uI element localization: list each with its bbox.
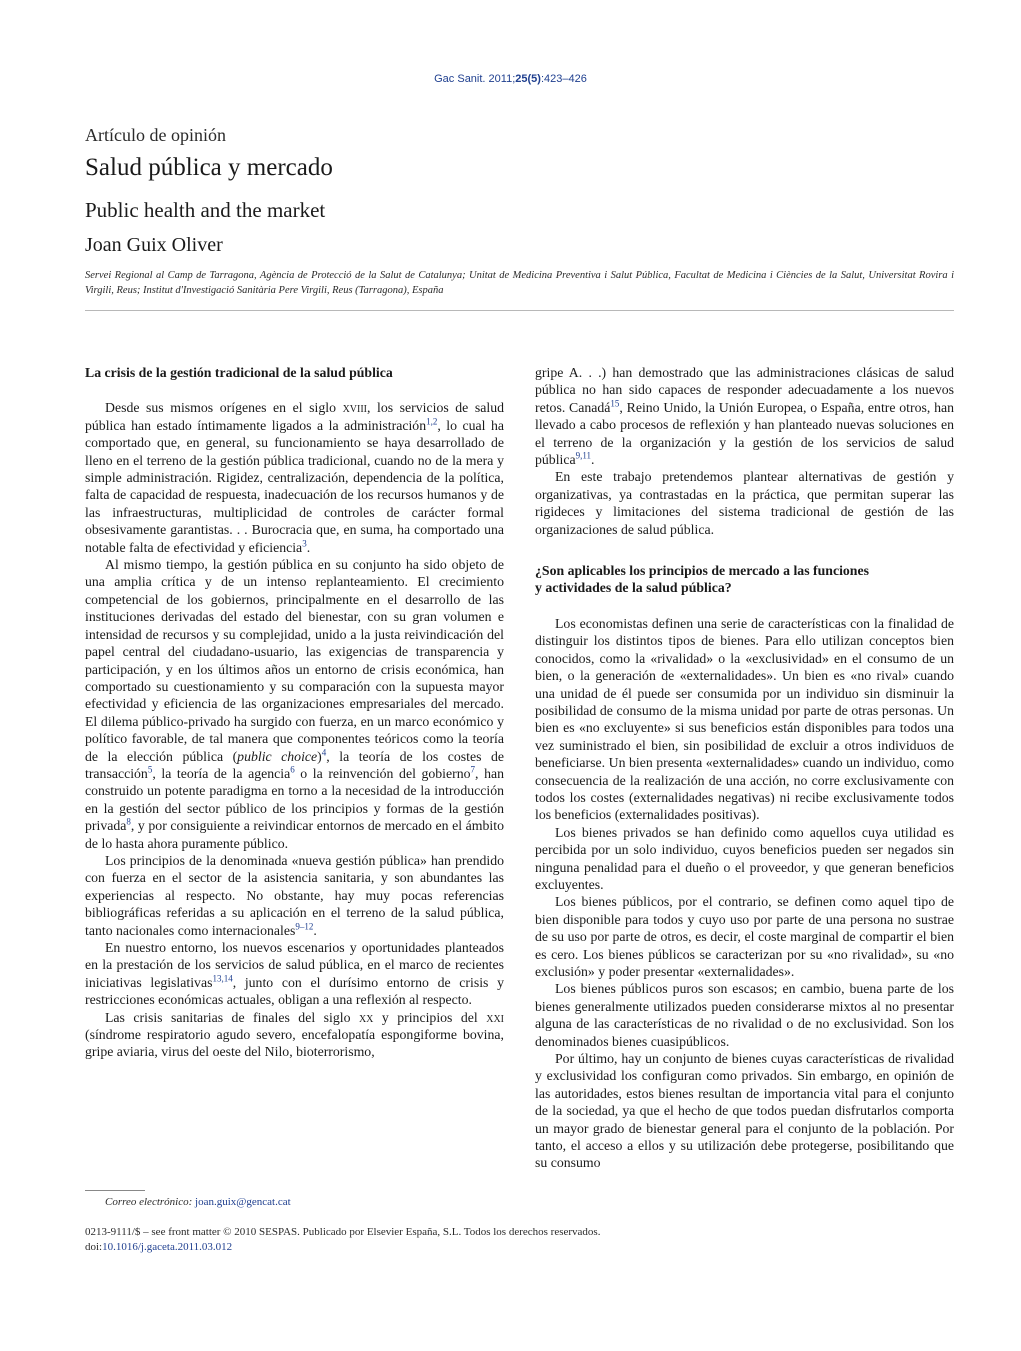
text-span: , Reino Unido, la Unión Europea, o España, entre otros, han llevado a cabo procesos de reflexión y han planteado nuevas soluciones en el terreno de la organización y la gestión de los servicios de salud pública xyxy=(535,399,954,468)
article-title-spanish: Salud pública y mercado xyxy=(85,154,333,181)
text-span: , junto con el durísimo entorno de crisis y restricciones económicas actuales, obligan a una reflexión al respecto. xyxy=(85,974,504,1008)
text-span: , los servicios de salud pública han estado íntimamente ligados a la administración xyxy=(85,400,504,433)
text-span: , la teoría de la agencia xyxy=(152,765,291,781)
journal-citation[interactable] xyxy=(0,73,1021,85)
reference-link[interactable]: 3 xyxy=(302,538,307,549)
reference-link[interactable]: 8 xyxy=(126,816,131,827)
text-span: Las crisis sanitarias de finales del siglo xyxy=(105,1009,359,1025)
section-heading-crisis: La crisis de la gestión tradicional de la salud pública xyxy=(85,365,393,380)
text-span: Desde sus mismos orígenes en el siglo xyxy=(105,400,343,416)
text-span: , la teoría de los costes de transacción xyxy=(85,748,504,781)
header-divider xyxy=(85,310,954,311)
section-heading-market-principles xyxy=(535,562,954,597)
copyright-line: 0213-9111/$ – see front matter © 2010 SESPAS. Publicado por Elsevier España, S.L. Todos los derechos reservados. xyxy=(85,1226,601,1238)
paragraph: En este trabajo pretendemos plantear alternativas de gestión y organizativas, ya contrastadas en la práctica, que permitan superar las rigideces y limitaciones del sistema tradicional de gestión de las organizaciones de salud pública. xyxy=(535,469,954,537)
text-span: o la reinvención del gobierno xyxy=(294,765,471,781)
century-numeral: xx xyxy=(358,1009,374,1025)
reference-link[interactable]: 7 xyxy=(470,764,476,775)
left-column xyxy=(85,364,504,1061)
paragraph xyxy=(85,556,504,852)
text-span: . xyxy=(591,452,595,468)
paragraph xyxy=(85,852,504,939)
text-span: . xyxy=(313,922,317,938)
email-link[interactable]: joan.guix@gencat.cat xyxy=(195,1196,291,1208)
reference-link[interactable]: 6 xyxy=(290,764,295,775)
paragraph: Los bienes privados se han definido como aquellos cuya utilidad es percibida por un solo individuo, cuyos beneficios pueden ser negados sin ninguna penalidad para el dueño o el proveedor, y que generan beneficios excluyentes. xyxy=(535,824,954,892)
heading-line: ¿Son aplicables los principios de mercado a las funciones xyxy=(535,563,869,579)
text-span: gripe A. . .) han demostrado que las administraciones clásicas de salud pública no han sido capaces de responder adecuadamente a los nuevos retos. Canadá xyxy=(535,365,954,415)
citation-issue: 5 xyxy=(531,73,538,85)
text-span: , y por consiguiente a reivindicar entornos de mercado en el ámbito de lo hasta ahora puramente público. xyxy=(85,818,504,851)
article-type: Artículo de opinión xyxy=(85,125,226,145)
email-label: Correo electrónico: xyxy=(105,1196,196,1208)
reference-link[interactable]: 1,2 xyxy=(426,416,438,427)
reference-link[interactable]: 4 xyxy=(321,746,327,757)
citation-prefix: Gac Sanit. 2011; xyxy=(434,73,516,85)
doi-prefix: doi: xyxy=(85,1241,103,1253)
text-span: En nuestro entorno, los nuevos escenarios y oportunidades planteados en la prestación de los servicios de salud pública, en el marco de recientes iniciativas legislativas xyxy=(85,940,504,990)
footnote-divider xyxy=(85,1190,145,1191)
reference-link[interactable]: 9,11 xyxy=(575,450,592,461)
text-span: y principios del xyxy=(373,1009,487,1025)
right-column xyxy=(535,364,954,1172)
reference-link[interactable]: 13,14 xyxy=(212,973,233,984)
century-numeral: xxi xyxy=(486,1009,504,1025)
corresponding-email xyxy=(105,1196,291,1208)
paragraph xyxy=(85,1009,504,1061)
citation-volume: 25 xyxy=(515,73,528,85)
text-span: , han construido un potente paradigma en torno a la necesidad de la introducción en la gestión del sector público de los principios y formas de la gestión privada xyxy=(85,765,504,834)
paragraph xyxy=(535,364,954,468)
text-span: Los principios de la denominada «nueva gestión pública» han prendido con fuerza en el sector de la asistencia sanitaria, y son abundantes las experiencias al respecto. No obstante, hay muy pocas referencias bibliográficas referidas a su aplicación en el terreno de la salud pública, tanto nacionales como internacionales xyxy=(85,852,504,938)
reference-link[interactable]: 15 xyxy=(610,398,620,409)
paragraph: Los bienes públicos, por el contrario, se definen como aquel tipo de bien disponible para todos y cuyo uso por parte de una persona no sustrae de su uso por parte de otros, es decir, el coste marginal de compartir el bien es cero. Los bienes públicos se caracterizan por su «no rivalidad», su «no exclusión» y poder presentar «externalidades». xyxy=(535,894,954,979)
century-numeral: xviii xyxy=(342,400,367,416)
text-span: Al mismo tiempo, la gestión pública en su conjunto ha sido objeto de una amplia crítica y de un intenso replanteamiento. El crecimiento competencial de los gobiernos, principalmente en el desarrollo de las instituciones derivadas del estado del bienestar, con su gran volumen e intensidad de recursos y su complejidad, unido a la justa reivindicación del papel central del ciudadano-usuario, las exigencias de transparencia y participación, y en los últimos años un entorno de crisis económica, han comportado su cuestionamiento y su comparación con la supuesta mayor efectividad y eficiencia de las organizaciones empresariales del mercado. El dilema público-privado ha surgido con fuerza, en un marco económico y político favorable, de tal manera que componentes teóricos como la teoría de la elección pública ( xyxy=(85,557,504,764)
reference-link[interactable]: 5 xyxy=(147,764,153,775)
text-span: . xyxy=(306,539,311,555)
author-affiliation: Servei Regional al Camp de Tarragona, Agència de Protecció de la Salut de Catalunya; Unitat de Medicina Preventiva i Salut Pública, Facultat de Medicina i Ciències de la Salut, Universitat Rovira i Virgili, Reus; Institut d'Investigació Sanitària Pere Virgili, Reus (Tarragona), España xyxy=(85,270,954,296)
article-title-english: Public health and the market xyxy=(85,198,326,222)
doi-line xyxy=(85,1241,232,1253)
paragraph: Los economistas definen una serie de características con la finalidad de distinguir los distintos tipos de bienes. Para ello utilizan conceptos bien conocidos, como la «rivalidad» o la «exclusividad» en el consumo de un bien, o la generación de «externalidades». Un bien es «no rival» cuando una unidad de él puede ser consumida por un individuo sin disminuir la posibilidad de consumo de la misma unidad por parte de otras personas. Un bien es «no excluyente» si sus beneficios están disponibles para todos una vez suministrado el bien, sin posibilidad de excluir a otros individuos de beneficiarse. Un bien presenta «externalidades» cuando un individuo, como consecuencia de la realización de una acción, no corre exclusivamente con todos los costes (externalidades negativas) ni recibe exclusivamente todos los beneficios (externalidades positivas). xyxy=(535,615,954,823)
author-name: Joan Guix Oliver xyxy=(85,234,223,256)
citation-issue-close: ) xyxy=(537,73,541,85)
text-span: , lo cual ha comportado que, en general, su funcionamiento se haya desarrollado de lleno en el terreno de la gestión pública tradicional, cuando no de la mera y simple administración. Rigidez, centralización, dependencia de la política, falta de capacidad de respuesta, inadecuación de los recursos humanos y de las infraestructuras, multiplicidad de controles de carácter formal obsesivamente garantistas. . . Burocracia que, en suma, ha comportado una notable falta de efectividad y eficiencia xyxy=(85,417,504,555)
paragraph: Los bienes públicos puros son escasos; en cambio, buena parte de los bienes generalmente utilizados pueden considerarse mixtos al no presentar alguna de las características de no rivalidad o de no exclusividad. Son los denominados bienes cuasipúblicos. xyxy=(535,981,954,1049)
paragraph xyxy=(85,939,504,1009)
text-span: ) xyxy=(317,748,322,764)
citation-issue-open: ( xyxy=(527,73,532,85)
citation-pages: :423–426 xyxy=(540,73,587,85)
paragraph: Por último, hay un conjunto de bienes cuyas características de rivalidad y exclusividad los configuran como privados. Sin embargo, en opinión de las autoridades, estos bienes resultan de importancia vital para el conjunto de la sociedad, ya que el hecho de que todos puedan disfrutarlos comporta un mayor grado de bienestar general para el conjunto de la población. Por tanto, el acceso a ellos y su utilización debe protegerse, posibilitando que su consumo xyxy=(535,1051,954,1171)
paragraph xyxy=(85,399,504,556)
text-span: (síndrome respiratorio agudo severo, encefalopatía espongiforme bovina, gripe aviaria, virus del oeste del Nilo, bioterrorismo, xyxy=(85,1027,504,1060)
heading-line: y actividades de la salud pública? xyxy=(535,580,732,596)
reference-link[interactable]: 9–12 xyxy=(295,921,314,931)
italic-term: public choice xyxy=(237,748,318,764)
doi-link[interactable]: 10.1016/j.gaceta.2011.03.012 xyxy=(102,1241,233,1253)
